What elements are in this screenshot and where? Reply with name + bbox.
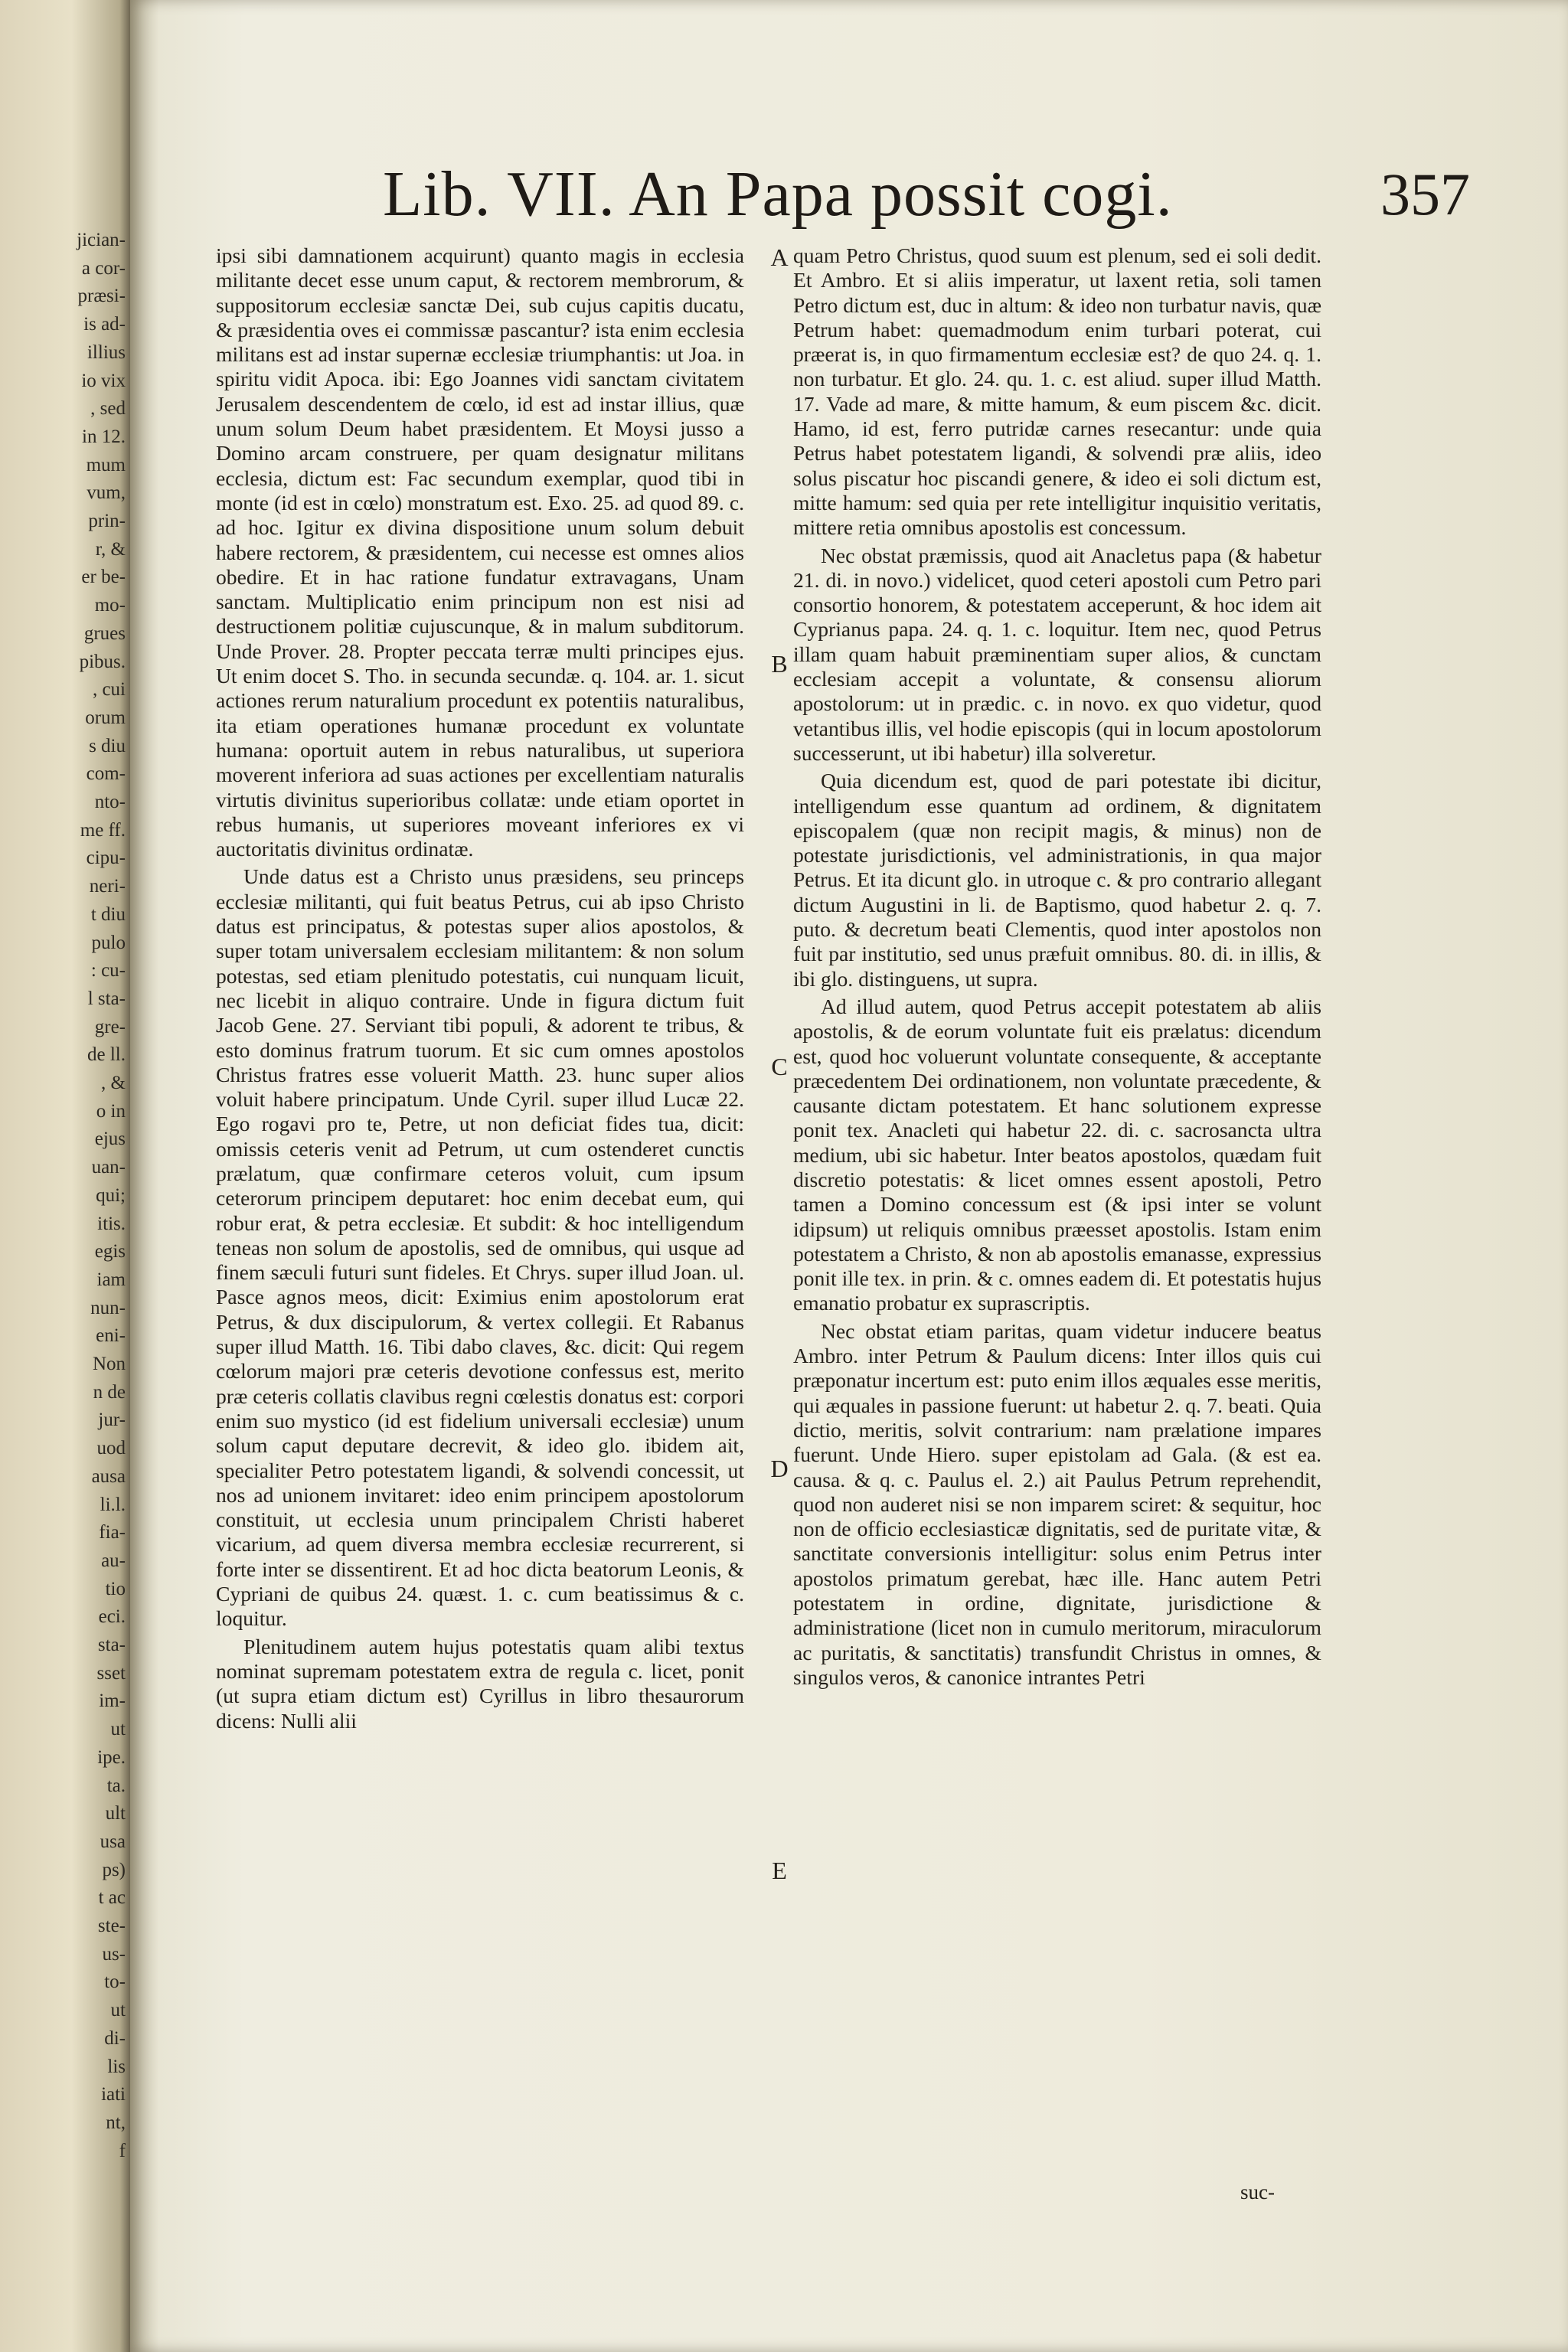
gutter-fragment xyxy=(3,1831,126,1857)
gutter-fragment-text: vum, xyxy=(87,482,126,504)
gutter-fragment xyxy=(3,314,126,340)
gutter-fragment xyxy=(3,2141,126,2167)
gutter-fragment xyxy=(3,1944,126,1970)
gutter-fragment xyxy=(3,230,126,256)
gutter-fragment-text: egis xyxy=(94,1241,126,1263)
margin-marker: B xyxy=(771,650,788,678)
gutter-fragment xyxy=(3,820,126,846)
paragraph: Quia dicendum est, quod de pari potestate ibi dicitur, intelligendum esse quantum ad ordinem, & dignitatem episcopalem (quæ non recipit magis, & minus) non de potestate jurisdictionis, vel administrationis, in qua major Petrus. Et ita dicunt glo. in utroque c. & pro contrario allegant dictum Augustini in li. de Baptismo, quod habetur 2. q. 7. puto. & decretum beati Clementis, quod inter apostolos non fuit par institutio, sed unus præfuit omnibus. 80. di. in illis, & ibi glo. distinguens, ut supra. xyxy=(793,769,1321,991)
gutter-fragment-text: mum xyxy=(86,454,126,475)
gutter-fragment-text: grues xyxy=(83,622,126,644)
gutter-fragment xyxy=(3,1775,126,1802)
gutter-fragment xyxy=(3,1522,126,1548)
gutter-fragment xyxy=(3,1129,126,1155)
gutter-fragment-text: s diu xyxy=(89,735,126,756)
gutter-fragment-text: er be- xyxy=(81,567,126,588)
gutter-fragment xyxy=(3,904,126,930)
gutter-fragment xyxy=(3,455,126,481)
gutter-fragment-text: usa xyxy=(100,1831,126,1852)
gutter-fragment xyxy=(3,848,126,874)
margin-marker: C xyxy=(771,1053,788,1080)
gutter-fragment-text: uan- xyxy=(91,1157,126,1178)
gutter-fragment xyxy=(3,1185,126,1211)
gutter-fragment-text: fia- xyxy=(99,1522,126,1544)
gutter-fragment xyxy=(3,623,126,649)
gutter-fragment-text: t diu xyxy=(90,903,126,925)
gutter-fragment-text: iam xyxy=(96,1269,126,1290)
gutter-fragment xyxy=(3,2084,126,2110)
gutter-fragment xyxy=(3,1690,126,1717)
gutter-fragment-text: ipe. xyxy=(97,1746,126,1768)
gutter-fragment-text: us- xyxy=(102,1943,126,1965)
gutter-fragment-text: nun- xyxy=(90,1297,126,1318)
gutter-fragment xyxy=(3,1354,126,1380)
gutter-fragment xyxy=(3,258,126,284)
margin-marker: D xyxy=(770,1455,789,1482)
gutter-fragment-text: pibus. xyxy=(79,651,126,672)
gutter-fragment-text: jician- xyxy=(77,230,126,250)
gutter-fragment-text: uod xyxy=(96,1438,126,1459)
gutter-fragment-text: sset xyxy=(96,1662,126,1684)
gutter-fragment-text: to- xyxy=(104,1971,126,1993)
gutter-fragment-text: im- xyxy=(99,1690,126,1712)
gutter-fragment xyxy=(3,707,126,733)
gutter-fragment-text: neri- xyxy=(89,876,126,897)
gutter-fragment-text: ut xyxy=(110,2000,126,2021)
gutter-fragment xyxy=(3,876,126,902)
gutter-fragment xyxy=(3,1382,126,1408)
gutter-fragment-text: , sed xyxy=(90,398,126,420)
gutter-fragment-text: cipu- xyxy=(86,848,126,869)
gutter-fragment-text: com- xyxy=(86,763,126,785)
gutter-fragment-text: eci. xyxy=(98,1606,126,1628)
gutter-fragment xyxy=(3,679,126,705)
paragraph: Nec obstat præmissis, quod ait Anacletus papa (& habetur 21. di. in novo.) videlicet, quod ceteri apostoli cum Petro pari consortio honorem, & potestatem acceperunt, & hoc idem ait Cyprianus papa. 24. q. 1. c. loquitur. Item nec, quod Petrus illam quam habuit præminentiam super alios, & cunctam ecclesiam accepit a voluntate, & consensu aliorum apostolorum: ut in prædic. c. in novo. ex quo videtur, quod vetantibus illis, vel hodie episcopis (qui in locum apostolorum successerunt, ut ibi habetur) illa solveretur. xyxy=(793,543,1321,765)
gutter-fragment-text: mo- xyxy=(94,595,126,616)
gutter-fragment-text: qui; xyxy=(96,1184,126,1206)
gutter-fragment xyxy=(3,960,126,986)
paragraph: Unde datus est a Christo unus præsidens, seu princeps ecclesiæ militanti, qui fuit beatus Petrus, cui ab ipso Christo datus est principatus, & potestas super alios apostolos, & super totam universalem ecclesiam militantem: & non solum potestas, sed etiam plenitudo potestatis, cui nunquam licuit, nec licebit in aliquo contraire. Unde in figura dictum fuit Jacob Gene. 27. Serviant tibi populi, & adorent te tribus, & esto dominus fratrum tuorum. Et sic cum omnes apostolos Christus fratres esse voluerit Matth. 23. hunc super alios voluit habere principatum. Unde Cyril. super illud Lucæ 22. Ego rogavi pro te, Petre, ut non deficiat fides tua, dicit: omissis ceteris venit ad Petrum, ut cum ostenderet cunctis prælatum, quæ confirmare ceteros voluit, cum ipsum ceterorum principem deputaret: hoc enim decebat eum, qui robur erat, & petra ecclesiæ. Et subdit: & hoc intelligendum teneas non solum de apostolis, sed de omnibus, qui usque ad finem sæculi futuri sunt fideles. Et Chrys. super illud Joan. ul. Pasce agnos meos, dicit: Eximius enim apostolorum erat Petrus, & dux discipulorum, & vertex collegii. Et Rabanus super illud Matth. 16. Tibi dabo claves, &c. dicit: Qui regem cœlorum majori præ ceteris devotione confessus est, merito præ ceteris collatis clavibus regni cœlestis donatus est: corpori enim suo mystico (id est fidelium universali ecclesiæ) unum solum caput deputare decrevit, & ideo glo. ibidem ait, specialiter Petro potestatem ligandi, & solvendi concessit, ut nos ad unionem invitaret: ideo enim principem apostolorum constituit, ut ecclesia unum principalem Christi haberet vicarium, ad quem diversa membra ecclesiæ recurrerent, si forte inter se dissentirent. Et ad hoc dicta beatorum Leonis, & Cypriani de quibus 24. quæst. 1. c. cum beatissimus & c. loquitur. xyxy=(216,864,744,1631)
paragraph: Ad illud autem, quod Petrus accepit potestatem ab aliis apostolis, & de eorum voluntate fuit eis prælatus: dicendum est, quod hoc voluerunt voluntate consequente, & acceptante præcedentem Dei ordinationem, non voluntate præcedente, & causante dictam potestatem. Et hanc solutionem expresse ponit tex. Anacleti qui habetur 22. di. c. sacrosancta ultra medium, ubi sic habetur. Inter beatos apostolos, quædam fuit discretio potestatis: & licet omnes essent apostoli, Petro tamen a Domino concessum est (& ipsi inter se volunt idipsum) ut reliquis omnibus præesset apostolis. Istam enim potestatem a Christo, & non ab apostolis emanasse, expressius ponit ille tex. in prin. & c. omnes eadem di. Et potestatis hujus emanatio probatur ex suprascriptis. xyxy=(793,994,1321,1315)
gutter-fragment-text: nto- xyxy=(94,792,126,812)
gutter-fragment-text: in 12. xyxy=(82,426,126,447)
gutter-fragment-text: , & xyxy=(101,1073,126,1093)
gutter-fragment xyxy=(3,1044,126,1070)
gutter-fragment-text: l sta- xyxy=(87,988,126,1009)
gutter-fragment xyxy=(3,1298,126,1324)
paragraph: quam Petro Christus, quod suum est plenum, sed ei soli dedit. Et Ambro. Et si aliis imperatur, ut laxent retia, soli tamen Petro dictum est, duc in altum: & ideo non turbatur navis, quæ Petrum habet: quemadmodum enim turbari poterat, cui præerat is, in quo firmamentum ecclesiæ est? de quo 24. q. 1. non turbatur. Et glo. 24. qu. 1. c. est aliud. super illud Matth. 17. Vade ad mare, & mitte hamum, & eum piscem &c. dicit. Hamo, id est, ferro putridæ carnes resecantur: unde quia Petrus habet potestatem ligandi, & solvendi præ aliis, ideo solus piscatur hoc piscandi genere, & ideo ei soli dictum est, mitte hamum: sed quia per rete intelligitur inquisitio veritatis, mittere retia omnibus apostolis est concessum. xyxy=(793,243,1321,540)
gutter-fragment-text: a cor- xyxy=(81,257,126,279)
gutter-fragment-text: illius xyxy=(87,341,126,363)
gutter-fragment xyxy=(3,1719,126,1745)
gutter-fragment xyxy=(3,1635,126,1661)
gutter-fragment-text: orum xyxy=(85,707,126,728)
gutter-fragment xyxy=(3,1606,126,1632)
gutter-fragment-text: me ff. xyxy=(80,819,126,841)
gutter-fragment xyxy=(3,2028,126,2054)
gutter-fragment xyxy=(3,2112,126,2138)
gutter-fragment-text: lis xyxy=(107,2056,126,2077)
gutter-fragment-text: di- xyxy=(104,2027,126,2049)
gutter-fragment xyxy=(3,2000,126,2026)
gutter-fragment xyxy=(3,426,126,452)
facing-page-edge xyxy=(0,0,130,2352)
gutter-fragment xyxy=(3,1325,126,1351)
gutter-fragment xyxy=(3,1971,126,1998)
gutter-fragment xyxy=(3,539,126,565)
gutter-fragment xyxy=(3,933,126,959)
gutter-fragment xyxy=(3,2056,126,2082)
gutter-fragment-text: , cui xyxy=(92,679,126,701)
gutter-fragment-text: tio xyxy=(105,1578,126,1599)
gutter-fragment xyxy=(3,1438,126,1464)
gutter-fragment-text: : cu- xyxy=(90,960,126,982)
left-column xyxy=(216,243,744,2326)
gutter-fragment-text: ta. xyxy=(106,1775,126,1796)
gutter-fragment xyxy=(3,1494,126,1521)
gutter-fragment xyxy=(3,511,126,537)
gutter-fragment xyxy=(3,1747,126,1773)
gutter-fragment xyxy=(3,398,126,424)
running-header xyxy=(383,157,1470,234)
gutter-fragment xyxy=(3,342,126,368)
gutter-fragment-text: sta- xyxy=(97,1635,126,1655)
gutter-fragment-text: gre- xyxy=(94,1016,126,1037)
gutter-fragment xyxy=(3,1214,126,1240)
gutter-fragment xyxy=(3,792,126,818)
gutter-fragment-text: io vix xyxy=(81,370,126,391)
gutter-fragment xyxy=(3,567,126,593)
gutter-fragment xyxy=(3,1663,126,1689)
gutter-fragment-text: o in xyxy=(96,1100,126,1122)
gutter-fragment xyxy=(3,1157,126,1183)
gutter-fragment-text: pulo xyxy=(91,932,126,953)
gutter-fragment-text: ult xyxy=(105,1803,126,1824)
gutter-fragment xyxy=(3,763,126,789)
paragraph: Plenitudinem autem hujus potestatis quam alibi textus nominat supremam potestatem extra de regula c. licet, ponit (ut supra etiam dictum est) Cyrillus in libro thesaurorum dicens: Nulli alii xyxy=(216,1634,744,1733)
gutter-fragment-text: li.l. xyxy=(100,1494,126,1515)
page-number: 357 xyxy=(1380,161,1470,227)
margin-marker: A xyxy=(770,243,789,271)
gutter-fragment-text: nt, xyxy=(106,2112,126,2133)
gutter-fragment-text: ejus xyxy=(94,1129,126,1150)
gutter-fragment-text: Non xyxy=(92,1354,126,1374)
gutter-fragment-text: au- xyxy=(101,1550,126,1571)
gutter-fragment xyxy=(3,1860,126,1886)
gutter-fragment-text: ste- xyxy=(97,1916,126,1936)
gutter-fragment xyxy=(3,371,126,397)
gutter-fragment xyxy=(3,1466,126,1492)
gutter-fragment xyxy=(3,1410,126,1436)
gutter-fragment-text: prin- xyxy=(88,511,126,531)
gutter-fragment xyxy=(3,1073,126,1099)
gutter-fragment-text: n de xyxy=(93,1381,126,1403)
gutter-fragment xyxy=(3,1803,126,1829)
gutter-fragment-text: jur- xyxy=(98,1410,126,1431)
gutter-fragment xyxy=(3,1241,126,1267)
gutter-fragment-text: ausa xyxy=(91,1465,126,1487)
gutter-fragment xyxy=(3,736,126,762)
gutter-fragment-text: f xyxy=(119,2140,126,2161)
gutter-fragment-text: eni- xyxy=(96,1325,126,1347)
gutter-fragment-text: de ll. xyxy=(87,1044,126,1066)
gutter-fragment xyxy=(3,1269,126,1295)
gutter-fragment xyxy=(3,286,126,312)
gutter-fragment xyxy=(3,1550,126,1576)
gutter-fragment xyxy=(3,1579,126,1605)
running-title: Lib. VII. An Papa possit cogi. xyxy=(383,158,1173,230)
gutter-fragment-text: t ac xyxy=(98,1887,126,1909)
gutter-fragment xyxy=(3,595,126,621)
gutter-fragment-text: is ad- xyxy=(83,314,126,335)
right-column xyxy=(793,243,1321,2326)
paragraph: Nec obstat etiam paritas, quam videtur inducere beatus Ambro. inter Petrum & Paulum dicens: Inter illos quis cui præponatur incertum est: puto enim illos æquales esse meritis, qui æquales in passione fuerunt: ut habetur 2. q. 7. beati. Quia dictio, meritis, solvit contrarium: nam prælatione impares fuerunt. Unde Hiero. super epistolam ad Gala. (& est ea. causa. & q. c. Paulus el. 2.) ait Paulus Petrum reprehendit, quod non auderet nisi se non imparem sciret: & sequitur, hoc non de officio ecclesiasticæ dignitatis, sed de puritate vitæ, & sanctitate conversionis intelligitur: solus enim Petrus inter apostolos primatum gerebat, hæc ille. Hanc autem Petri potestatem in ordine, dignitate, jurisdictione & administratione (licet non in cumulo meritorum, miraculorum ac puritatis, & sanctitatis) transfundit Christus in omnes, & singulos veros, & canonice intrantes Petri xyxy=(793,1318,1321,1689)
paragraph: ipsi sibi damnationem acquirunt) quanto magis in ecclesia militante decet esse unum caput, & rectorem membrorum, & suppositorum ecclesiæ sanctæ Dei, sub cujus capitis ducatu, & præsidentia oves ei commissæ pascantur? ista enim ecclesia militans est ad instar supernæ ecclesiæ triumphantis: ut Joa. in spiritu vidit Apoca. ibi: Ego Joannes vidi sanctam civitatem Jerusalem descendentem de cœlo, id est ad instar illius, quæ unum solum Deum habet præsidentem. Et Moysi jusso a Domino arcam construere, per quam designatur militans ecclesia, dictum est: Fac secundum exemplar, quod tibi in monte (id est in cœlo) monstratum est. Exo. 25. ad quod 89. c. ad hoc. Igitur ex divina dispositione unum solum debuit habere rectorem, & præsidentem, cui necesse est omnes alios obedire. Et in hac ratione fundatur extravagans, Unam sanctam. Multiplicatio enim principum non est nisi ad destructionem politiæ cujuscunque, & in malum subditorum. Unde Prover. 28. Propter peccata terræ multi principes ejus. Ut enim docet S. Tho. in secunda secundæ. q. 104. ar. 1. sicut actiones rerum naturalium procedunt ex potentiis naturalibus, ita etiam operationes humanæ procedunt ex voluntate humana: oportuit autem in rebus naturalibus, ut superiora moverent inferiora ad suas actiones per excellentiam naturalis virtutis divinitus superioribus collatæ: unde etiam oportet in rebus humanis, ut superiores moveant inferiores ex vi auctoritatis divinitus ordinatæ. xyxy=(216,243,744,861)
gutter-fragment xyxy=(3,1101,126,1127)
gutter-fragment-text: r, & xyxy=(95,538,126,560)
gutter-fragment xyxy=(3,1887,126,1913)
gutter-fragment xyxy=(3,1916,126,1942)
gutter-fragment xyxy=(3,652,126,678)
gutter-fragment xyxy=(3,482,126,508)
catchword: suc- xyxy=(1240,2180,1275,2203)
gutter-fragment-text: itis. xyxy=(97,1213,126,1234)
margin-marker: E xyxy=(772,1857,787,1884)
gutter-fragment xyxy=(3,988,126,1014)
gutter-fragment-text: præsi- xyxy=(77,286,126,307)
gutter-fragment-text: ut xyxy=(110,1719,126,1740)
gutter-fragment-text: ps) xyxy=(102,1859,126,1880)
gutter-fragment-text: iati xyxy=(101,2084,126,2105)
gutter-fragment xyxy=(3,1017,126,1043)
